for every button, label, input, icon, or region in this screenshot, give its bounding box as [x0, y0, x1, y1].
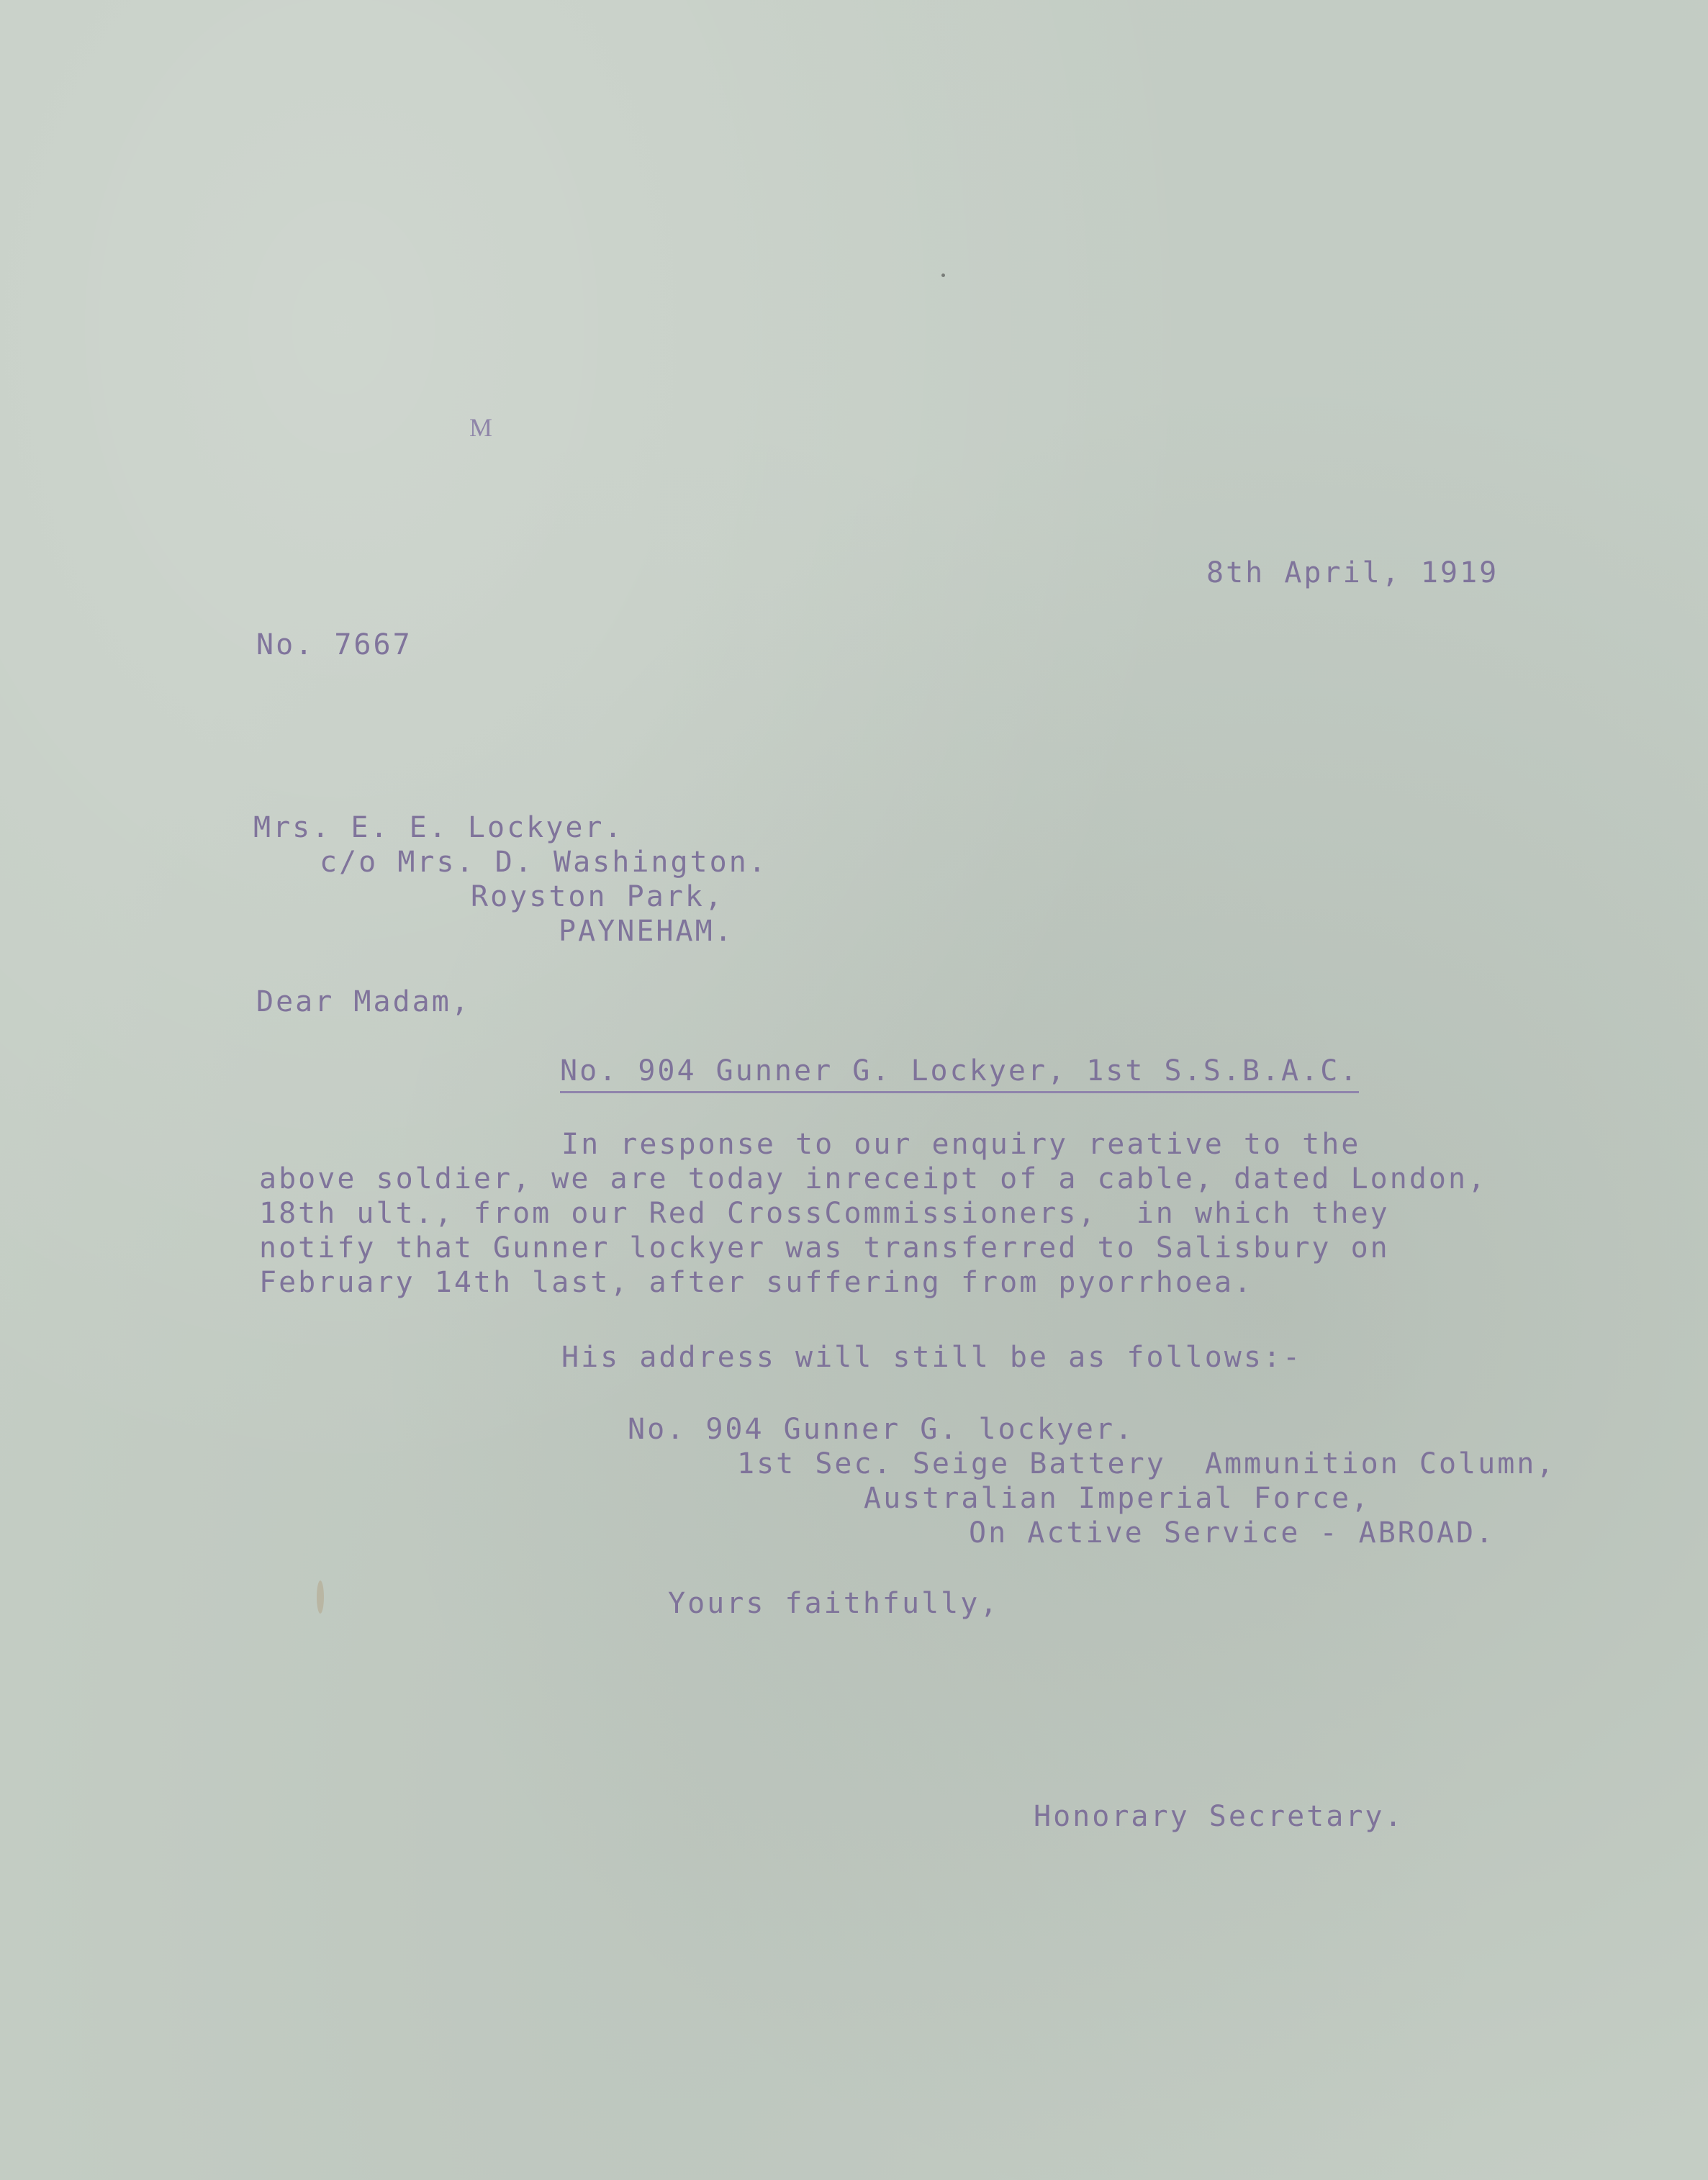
address-intro: His address will still be as follows:-: [561, 1341, 1303, 1374]
paper-stain: [317, 1580, 324, 1614]
body-line: In response to our enquiry reative to the: [561, 1128, 1361, 1161]
reference-number: No. 7667: [256, 628, 412, 661]
file-mark: M: [469, 413, 493, 442]
salutation: Dear Madam,: [256, 985, 471, 1018]
soldier-address-line: Australian Imperial Force,: [864, 1482, 1371, 1515]
subject-line: No. 904 Gunner G. Lockyer, 1st S.S.B.A.C.: [560, 1054, 1359, 1093]
letter-date: 8th April, 1919: [1206, 556, 1499, 589]
body-line: notify that Gunner lockyer was transferred to Salisbury on: [259, 1231, 1390, 1265]
address-line: Mrs. E. E. Lockyer.: [253, 811, 624, 844]
body-line: above soldier, we are today inreceipt of a cable, dated London,: [259, 1162, 1488, 1195]
address-line: PAYNEHAM.: [559, 915, 734, 948]
soldier-address-line: No. 904 Gunner G. lockyer.: [628, 1413, 1135, 1446]
signature-title: Honorary Secretary.: [1034, 1800, 1404, 1833]
soldier-address-line: 1st Sec. Seige Battery Ammunition Column,: [737, 1447, 1556, 1480]
body-line: February 14th last, after suffering from pyorrhoea.: [259, 1266, 1254, 1299]
body-line: 18th ult., from our Red CrossCommissioners, in which they: [259, 1197, 1390, 1230]
paper-speck: [941, 273, 945, 277]
address-line: Royston Park,: [471, 880, 725, 913]
soldier-address-line: On Active Service - ABROAD.: [969, 1516, 1496, 1550]
address-line: c/o Mrs. D. Washington.: [320, 846, 768, 879]
closing: Yours faithfully,: [668, 1587, 1000, 1620]
